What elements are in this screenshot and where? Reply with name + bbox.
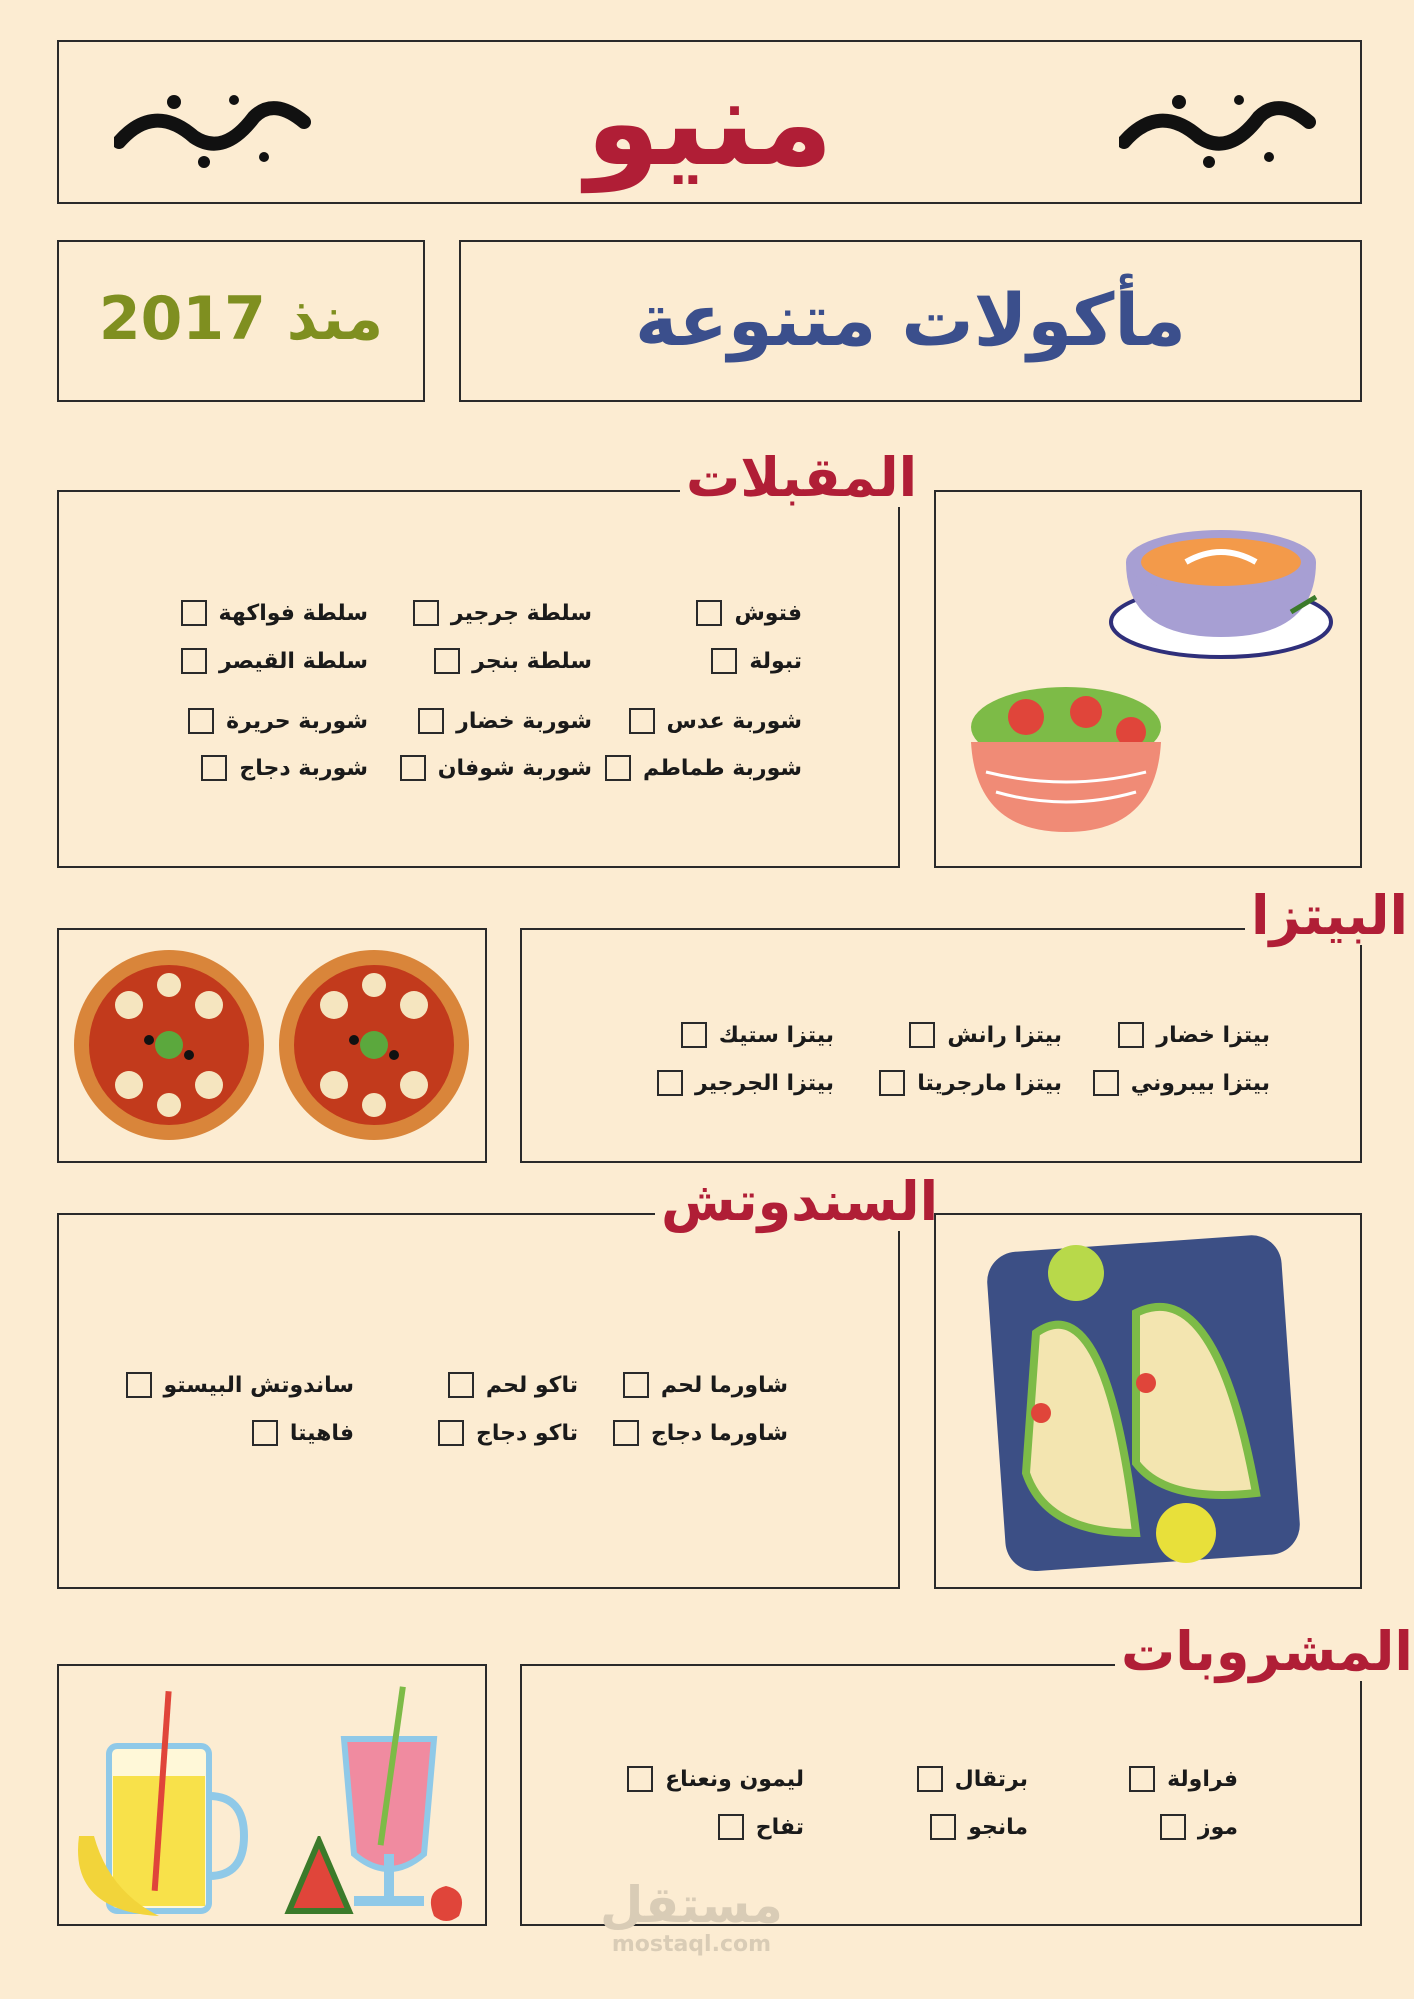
checkbox[interactable] [418,708,444,734]
list-item[interactable]: فتوش [696,600,802,626]
drinks-title: المشروبات [1115,1622,1414,1681]
appetizers-box [57,490,900,868]
page-title: منيو [585,54,834,193]
taco-icon [986,1233,1306,1573]
checkbox[interactable] [917,1766,943,1792]
watermelon-icon [284,1836,354,1916]
list-item[interactable]: شوربة عدس [629,708,802,734]
checkbox[interactable] [627,1766,653,1792]
list-item[interactable]: شوربة طماطم [605,755,802,781]
checkbox[interactable] [252,1420,278,1446]
spoon-fork-icon [1119,82,1319,172]
list-item[interactable]: بيتزا خضار [1118,1022,1270,1048]
checkbox[interactable] [909,1022,935,1048]
list-item[interactable]: فراولة [1129,1766,1238,1792]
list-item[interactable]: بيتزا بيبروني [1093,1070,1270,1096]
list-item[interactable]: برتقال [917,1766,1028,1792]
checkbox[interactable] [126,1372,152,1398]
since-box [57,240,425,402]
pizza-icon [69,945,269,1145]
list-item[interactable]: مانجو [930,1814,1028,1840]
list-item[interactable]: تاكو دجاج [438,1420,578,1446]
list-item[interactable]: شوربة خضار [418,708,592,734]
list-item[interactable]: تفاح [718,1814,804,1840]
checkbox[interactable] [434,648,460,674]
pizza-icon [274,945,474,1145]
watermark [600,1876,783,1957]
checkbox[interactable] [711,648,737,674]
salad-bowl-icon [956,672,1186,842]
list-item[interactable]: بيتزا ستيك [681,1022,834,1048]
sandwiches-title: السندوتش [655,1172,944,1231]
list-item[interactable]: سلطة بنجر [434,648,592,674]
checkbox[interactable] [930,1814,956,1840]
appetizers-title: المقبلات [680,448,923,507]
sandwiches-image-box [934,1213,1362,1589]
checkbox[interactable] [613,1420,639,1446]
checkbox[interactable] [681,1022,707,1048]
checkbox[interactable] [605,755,631,781]
checkbox[interactable] [400,755,426,781]
list-item[interactable]: شاورما لحم [623,1372,788,1398]
pizza-title: البيتزا [1245,886,1414,945]
list-item[interactable]: تاكو لحم [448,1372,578,1398]
list-item[interactable]: بيتزا الجرجير [657,1070,834,1096]
list-item[interactable]: شوربة شوفان [400,755,592,781]
list-item[interactable]: تبولة [711,648,802,674]
banana-icon [69,1831,169,1926]
list-item[interactable]: ساندوتش البيستو [126,1372,354,1398]
list-item[interactable]: سلطة فواكهة [181,600,368,626]
checkbox[interactable] [1160,1814,1186,1840]
list-item[interactable]: شوربة حريرة [188,708,368,734]
checkbox[interactable] [181,600,207,626]
header-box [57,40,1362,204]
list-item[interactable]: بيتزا مارجريتا [879,1070,1062,1096]
checkbox[interactable] [718,1814,744,1840]
spoon-fork-icon [114,82,314,172]
list-item[interactable]: فاهيتا [252,1420,354,1446]
checkbox[interactable] [657,1070,683,1096]
strawberry-icon [424,1876,469,1926]
list-item[interactable]: موز [1160,1814,1238,1840]
checkbox[interactable] [413,600,439,626]
tagline: مأكولات متنوعة [634,278,1186,362]
list-item[interactable]: ليمون ونعناع [627,1766,804,1792]
checkbox[interactable] [188,708,214,734]
checkbox[interactable] [438,1420,464,1446]
list-item[interactable]: سلطة جرجير [413,600,592,626]
watermark-latin: mostaql.com [611,1932,772,1957]
checkbox[interactable] [1129,1766,1155,1792]
checkbox[interactable] [623,1372,649,1398]
list-item[interactable]: سلطة القيصر [181,648,368,674]
checkbox[interactable] [879,1070,905,1096]
checkbox[interactable] [696,600,722,626]
checkbox[interactable] [201,755,227,781]
checkbox[interactable] [181,648,207,674]
checkbox[interactable] [448,1372,474,1398]
checkbox[interactable] [1093,1070,1119,1096]
list-item[interactable]: شوربة دجاج [201,755,368,781]
sandwiches-box [57,1213,900,1589]
checkbox[interactable] [1118,1022,1144,1048]
soup-bowl-icon [1106,512,1336,662]
list-item[interactable]: شاورما دجاج [613,1420,788,1446]
checkbox[interactable] [629,708,655,734]
pizza-image-box [57,928,487,1163]
tagline-box [459,240,1362,402]
appetizers-image-box [934,490,1362,868]
since-label: منذ 2017 [98,284,384,354]
drinks-image-box [57,1664,487,1926]
watermark-arabic: مستقل [600,1876,783,1934]
list-item[interactable]: بيتزا رانش [909,1022,1062,1048]
